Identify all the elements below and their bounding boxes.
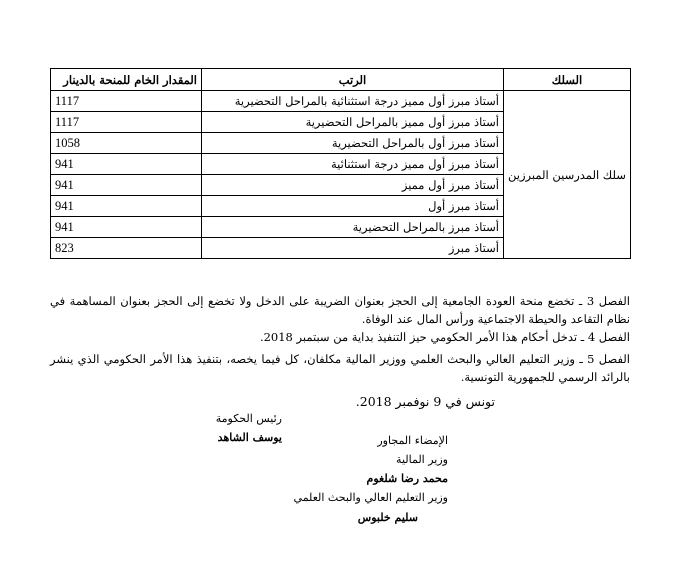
table-header-row xyxy=(51,69,631,91)
amount-cell: 823 xyxy=(51,238,202,259)
higher-education-minister-title: وزير التعليم العالي والبحث العلمي xyxy=(293,491,448,504)
amount-cell: 941 xyxy=(51,196,202,217)
corps-cell: سلك المدرسين المبرزين xyxy=(504,91,631,259)
grade-allowance-table xyxy=(50,68,631,259)
article-5: الفصل 5 ـ وزير التعليم العالي والبحث العلمي ووزير المالية مكلفان، كل فيما يخصه، بتنفيذ هذا الأمر الحكومي الذي ينشر بالرائد الرسمي للجمهورية التونسية. xyxy=(50,352,631,384)
grade-cell: أستاذ مبرز أول مميز xyxy=(202,175,504,196)
grade-cell: أستاذ مبرز xyxy=(202,238,504,259)
article-4: الفصل 4 ـ تدخل أحكام هذا الأمر الحكومي حيز التنفيذ بداية من سبتمبر 2018. xyxy=(259,330,630,344)
finance-minister-title: وزير المالية xyxy=(396,453,448,466)
grade-cell: أستاذ مبرز أول xyxy=(202,196,504,217)
header-grade: الرتب xyxy=(202,69,504,91)
signing-date: تونس في 9 نوفمبر 2018. xyxy=(355,394,495,409)
higher-education-minister-name: سليم خلبوس xyxy=(357,511,418,524)
amount-cell: 941 xyxy=(51,175,202,196)
head-of-government-title: رئيس الحكومة xyxy=(215,412,282,425)
grade-cell: أستاذ مبرز أول مميز درجة استثنائية xyxy=(202,154,504,175)
finance-minister-name: محمد رضا شلغوم xyxy=(366,472,448,485)
amount-cell: 1117 xyxy=(51,91,202,112)
amount-cell: 1058 xyxy=(51,133,202,154)
amount-cell: 941 xyxy=(51,217,202,238)
header-amount: المقدار الخام للمنحة بالدينار xyxy=(51,69,202,91)
countersignature-label: الإمضاء المجاور xyxy=(377,434,448,447)
header-corps: السلك xyxy=(504,69,631,91)
article-3: الفصل 3 ـ تخضع منحة العودة الجامعية إلى الحجز بعنوان الضريبة على الدخل ولا تخضع إلى الحجز بعنوان المساهمة في نظام التقاعد والحيطة الاجتماعية ورأس المال عند الوفاة. xyxy=(50,294,630,326)
table-row xyxy=(51,91,631,112)
amount-cell: 1117 xyxy=(51,112,202,133)
head-of-government-name: يوسف الشاهد xyxy=(217,431,282,444)
grade-cell: أستاذ مبرز بالمراحل التحضيرية xyxy=(202,217,504,238)
grade-cell: أستاذ مبرز أول مميز درجة استثنائية بالمراحل التحضيرية xyxy=(202,91,504,112)
grade-cell: أستاذ مبرز أول بالمراحل التحضيرية xyxy=(202,133,504,154)
grade-cell: أستاذ مبرز أول مميز بالمراحل التحضيرية xyxy=(202,112,504,133)
amount-cell: 941 xyxy=(51,154,202,175)
